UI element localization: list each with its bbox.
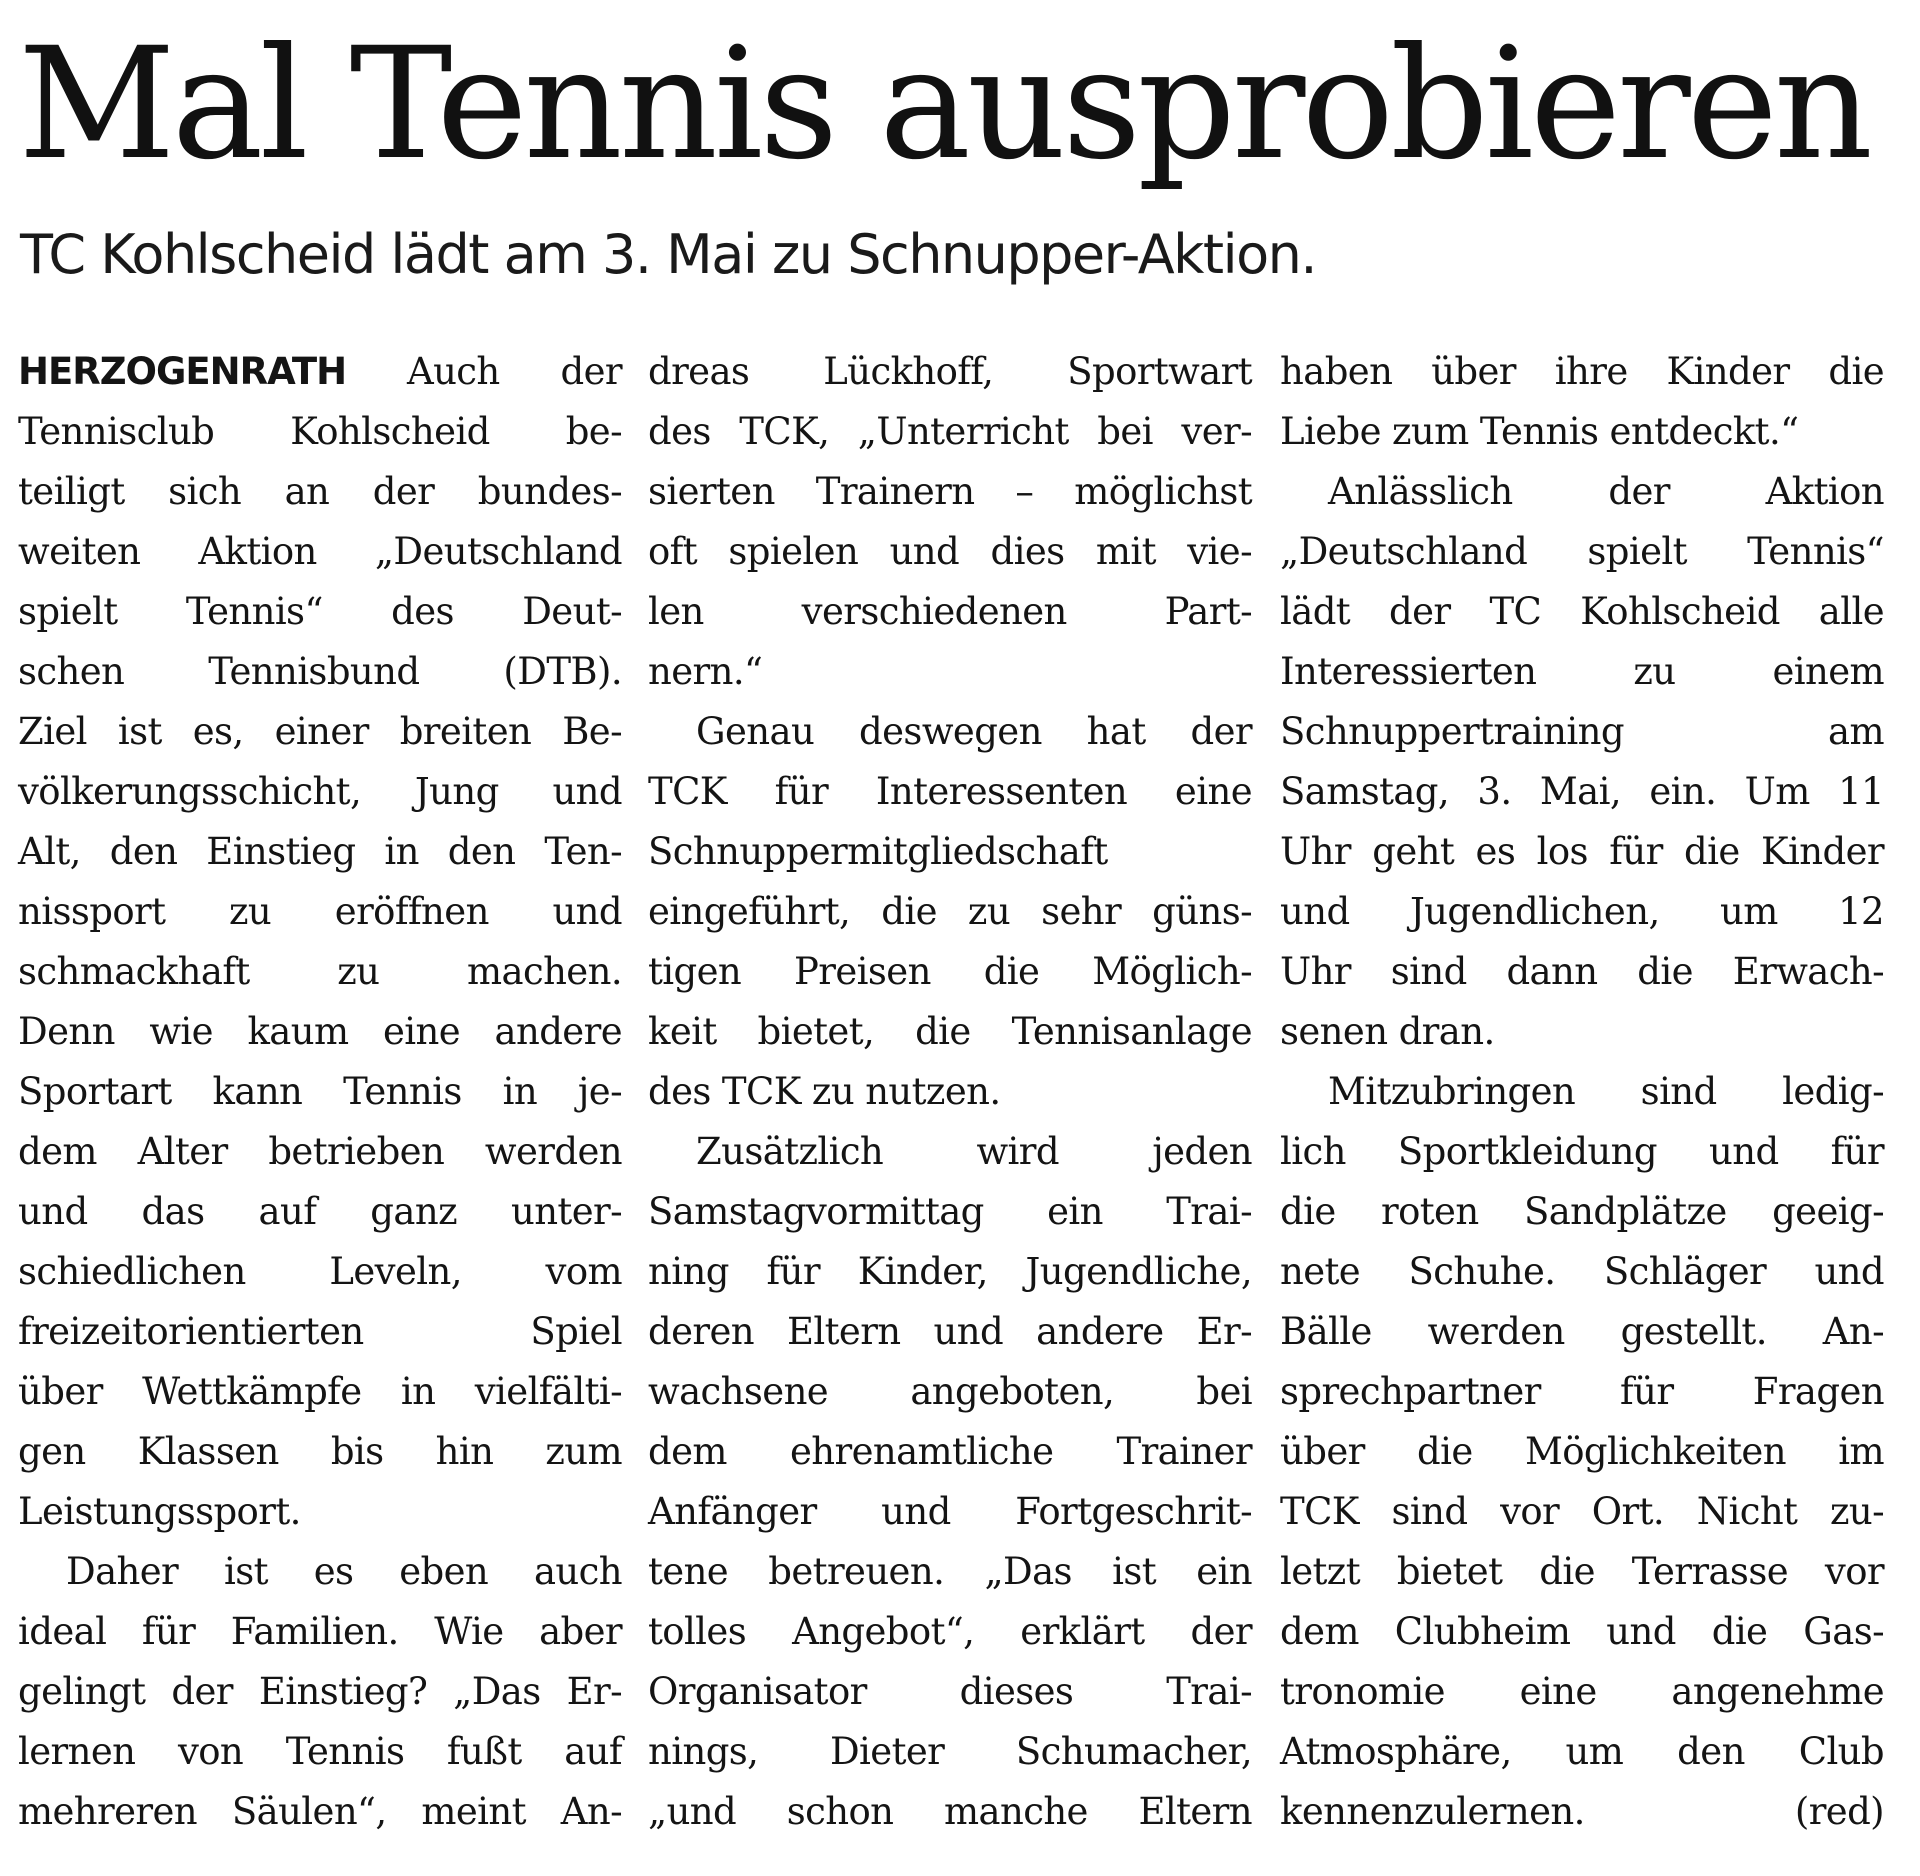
text-line: gen Klassen bis hin zum — [18, 1430, 622, 1473]
text-line: Genau deswegen hat der — [696, 710, 1252, 753]
text-line: haben über ihre Kinder die — [1280, 350, 1884, 393]
text-line: dem ehrenamtliche Trainer — [648, 1430, 1252, 1473]
text-line: Denn wie kaum eine andere — [18, 1010, 622, 1053]
text-line: Organisator dieses Trai- — [648, 1670, 1252, 1713]
text-line: und das auf ganz unter- — [18, 1190, 622, 1233]
text-line: ideal für Familien. Wie aber — [18, 1610, 622, 1653]
text-line: Daher ist es eben auch — [66, 1550, 622, 1593]
headline: Mal Tennis ausprobieren — [18, 15, 1870, 194]
text-line: Samstag, 3. Mai, ein. Um 11 — [1280, 770, 1884, 813]
text-line: tronomie eine angenehme — [1280, 1670, 1884, 1713]
text-line: Anlässlich der Aktion — [1328, 470, 1884, 513]
text-line: dem Clubheim und die Gas- — [1280, 1610, 1884, 1653]
text-line: senen dran. — [1280, 1010, 1495, 1053]
text-line: tolles Angebot“, erklärt der — [648, 1610, 1252, 1653]
text-line: Bälle werden gestellt. An- — [1280, 1310, 1884, 1353]
text-line: des TCK, „Unterricht bei ver- — [648, 410, 1252, 453]
text-column-3 — [1280, 342, 1884, 1842]
text-line: Schnuppermitgliedschaft — [648, 830, 1108, 873]
text-line: Schnuppertraining am — [1280, 710, 1884, 753]
text-line: kennenzulernen. (red) — [1280, 1782, 1884, 1842]
text-line: Uhr geht es los für die Kinder — [1280, 830, 1884, 873]
text-line: nissport zu eröffnen und — [18, 890, 622, 933]
text-line: die roten Sandplätze geeig- — [1280, 1190, 1884, 1233]
text-line: sierten Trainern – möglichst — [648, 470, 1252, 513]
text-line: Anfänger und Fortgeschrit- — [648, 1490, 1252, 1533]
text-line: deren Eltern und andere Er- — [648, 1310, 1252, 1353]
text-line: und Jugendlichen, um 12 — [1280, 890, 1884, 933]
text-line: lernen von Tennis fußt auf — [18, 1730, 622, 1773]
text-line: Uhr sind dann die Erwach- — [1280, 950, 1884, 993]
text-line: Interessierten zu einem — [1280, 650, 1884, 693]
text-line: keit bietet, die Tennisanlage — [648, 1010, 1252, 1053]
text-line: Sportart kann Tennis in je- — [18, 1070, 622, 1113]
text-line: gelingt der Einstieg? „Das Er- — [18, 1670, 622, 1713]
author-credit: (red) — [1794, 1790, 1884, 1833]
dateline: HERZOGENRATH — [18, 350, 347, 393]
subheadline: TC Kohlscheid lädt am 3. Mai zu Schnupper-Aktion. — [20, 223, 1317, 286]
text-line: sprechpartner für Fragen — [1280, 1370, 1884, 1413]
text-line: schen Tennisbund (DTB). — [18, 650, 622, 693]
text-line: „und schon manche Eltern — [648, 1790, 1252, 1833]
text-line: mehreren Säulen“, meint An- — [18, 1790, 622, 1833]
text-line: wachsene angeboten, bei — [648, 1370, 1252, 1413]
text-line: nings, Dieter Schumacher, — [648, 1730, 1252, 1773]
text-line: über die Möglichkeiten im — [1280, 1430, 1884, 1473]
text-line: tigen Preisen die Möglich- — [648, 950, 1252, 993]
text-line: oft spielen und dies mit vie- — [648, 530, 1252, 573]
text-line: schiedlichen Leveln, vom — [18, 1250, 622, 1293]
text-line: teiligt sich an der bundes- — [18, 470, 622, 513]
text-line: Tennisclub Kohlscheid be- — [18, 410, 622, 453]
text-line: letzt bietet die Terrasse vor — [1280, 1550, 1884, 1593]
text-line: freizeitorientierten Spiel — [18, 1310, 622, 1353]
text-line: schmackhaft zu machen. — [18, 950, 622, 993]
text-line: Liebe zum Tennis entdeckt.“ — [1280, 410, 1799, 453]
text-line: spielt Tennis“ des Deut- — [18, 590, 622, 633]
text-line: ning für Kinder, Jugendliche, — [648, 1250, 1252, 1293]
text-line: Leistungssport. — [18, 1490, 301, 1533]
text-line: nete Schuhe. Schläger und — [1280, 1250, 1884, 1293]
text-line: Mitzubringen sind ledig- — [1328, 1070, 1884, 1113]
text-line: Samstagvormittag ein Trai- — [648, 1190, 1252, 1233]
text-line: dem Alter betrieben werden — [18, 1130, 622, 1173]
text-column-2 — [648, 342, 1252, 1842]
text-line: Zusätzlich wird jeden — [696, 1130, 1252, 1173]
text-line: TCK für Interessenten eine — [648, 770, 1252, 813]
text-line: über Wettkämpfe in vielfälti- — [18, 1370, 622, 1413]
text-line: Alt, den Einstieg in den Ten- — [18, 830, 622, 873]
text-line: TCK sind vor Ort. Nicht zu- — [1280, 1490, 1884, 1533]
text-line: „Deutschland spielt Tennis“ — [1280, 530, 1884, 573]
text-line: lich Sportkleidung und für — [1280, 1130, 1884, 1173]
text-line: HERZOGENRATH Auch der — [18, 350, 622, 393]
text-line: völkerungsschicht, Jung und — [18, 770, 622, 813]
text-line: des TCK zu nutzen. — [648, 1070, 1001, 1113]
text-line: Ziel ist es, einer breiten Be- — [18, 710, 622, 753]
newspaper-article — [18, 0, 1884, 1876]
text-line: dreas Lückhoff, Sportwart — [648, 350, 1252, 393]
text-line: eingeführt, die zu sehr güns- — [648, 890, 1252, 933]
text-line: len verschiedenen Part- — [648, 590, 1252, 633]
text-line: Atmosphäre, um den Club — [1280, 1730, 1884, 1773]
text-column-1 — [18, 342, 622, 1842]
text-line: tene betreuen. „Das ist ein — [648, 1550, 1252, 1593]
text-line: weiten Aktion „Deutschland — [18, 530, 622, 573]
text-line: lädt der TC Kohlscheid alle — [1280, 590, 1884, 633]
text-line: nern.“ — [648, 650, 763, 693]
